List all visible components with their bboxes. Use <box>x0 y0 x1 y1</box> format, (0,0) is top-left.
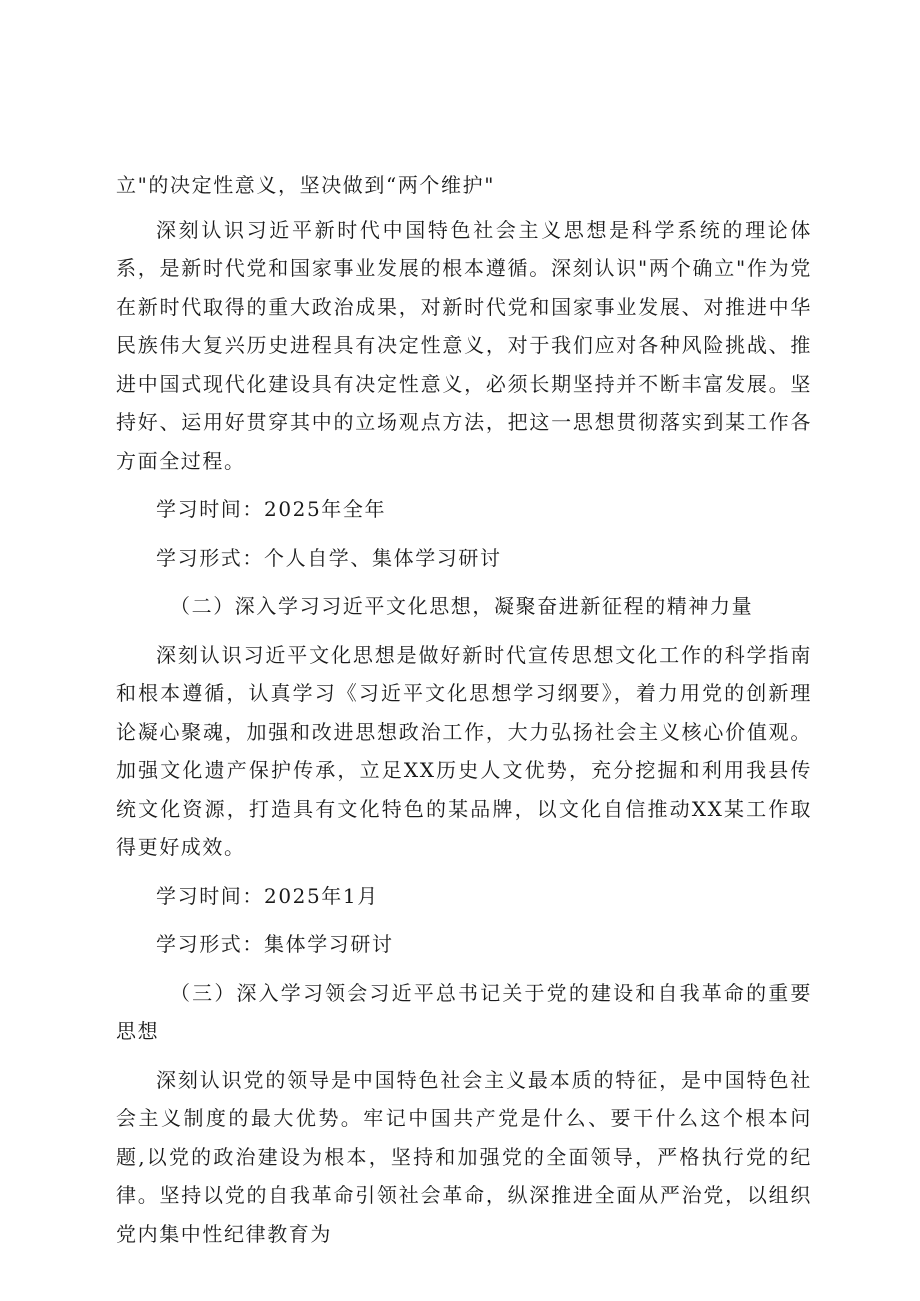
section-heading-2: （二）深入学习习近平文化思想，凝聚奋进新征程的精神力量 <box>170 594 754 618</box>
study-time: 学习时间：2025年全年 <box>156 497 387 521</box>
study-form: 学习形式：集体学习研讨 <box>156 932 394 956</box>
body-paragraph: 深刻认识习近平文化思想是做好新时代宣传思想文化工作的科学指南和根本遵循，认真学习《习近平文化思想学习纲要》，着力用党的创新理论凝心聚魂，加强和改进思想政治工作，大力弘扬社会主义核心价值观。加强文化遗产保护传承，立足XX历史人文优势，充分挖掘和利用我县传统文化资源，打造具有文化特色的某品牌，以文化自信推动XX某工作取得更好成效。 <box>116 642 812 859</box>
section-heading-3: （三）深入学习领会习近平总书记关于党的建设和自我革命的重要思想 <box>116 980 812 1043</box>
study-form: 学习形式：个人自学、集体学习研讨 <box>156 545 502 570</box>
study-time: 学习时间：2025年1月 <box>156 883 379 908</box>
continuation-line: 立"的决定性意义，坚决做到“两个维护" <box>116 173 496 197</box>
body-paragraph: 深刻认识党的领导是中国特色社会主义最本质的特征，是中国特色社会主义制度的最大优势。牢记中国共产党是什么、要干什么这个根本问题,以党的政治建设为根本，坚持和加强党的全面领导，严格执行党的纪律。坚持以党的自我革命引领社会革命，纵深推进全面从严治党，以组织党内集中性纪律教育为 <box>116 1067 812 1246</box>
body-paragraph: 深刻认识习近平新时代中国特色社会主义思想是科学系统的理论体系，是新时代党和国家事业发展的根本遵循。深刻认识"两个确立"作为党在新时代取得的重大政治成果，对新时代党和国家事业发展、对推进中华民族伟大复兴历史进程具有决定性意义，对于我们应对各种风险挑战、推进中国式现代化建设具有决定性意义，必须长期坚持并不断丰富发展。坚持好、运用好贯穿其中的立场观点方法，把这一思想贯彻落实到某工作各方面全过程。 <box>116 217 812 473</box>
document-body <box>116 166 812 1253</box>
